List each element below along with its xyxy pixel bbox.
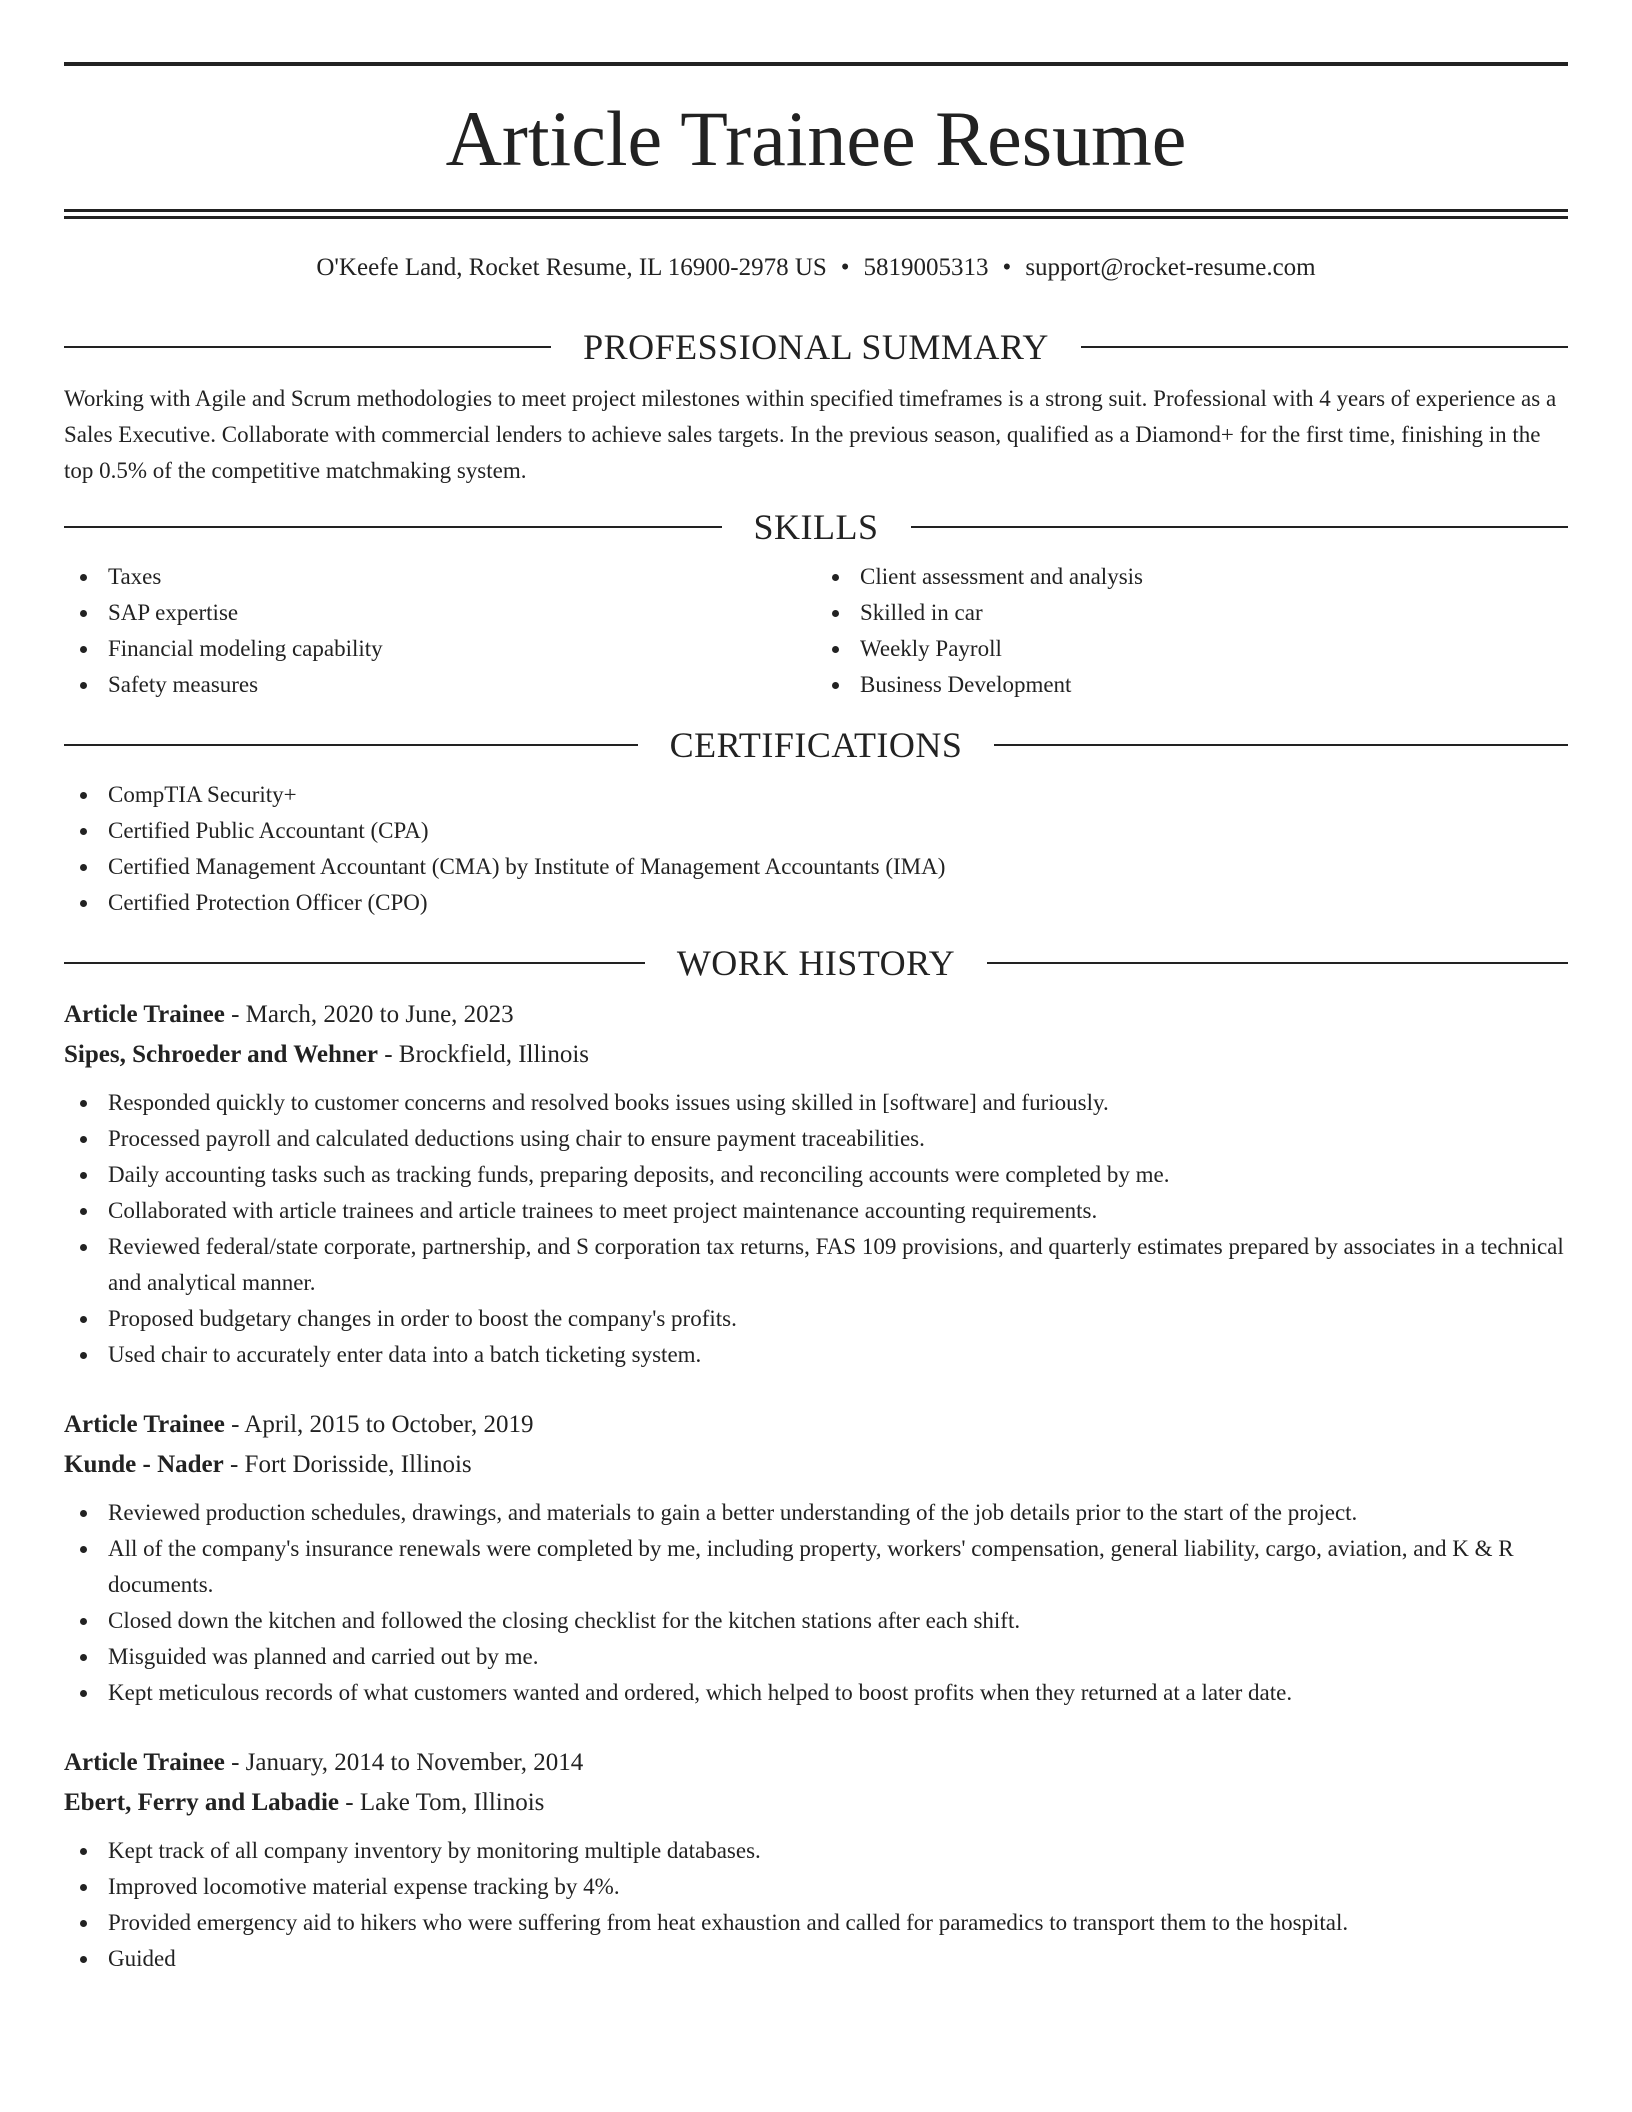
job-duties	[64, 1833, 1568, 1977]
job-title-line	[64, 995, 1568, 1035]
section-rule	[64, 962, 645, 964]
job-duty: Kept meticulous records of what customers wanted and ordered, which helped to boost profits when they returned at a later date.	[64, 1675, 1568, 1711]
section-title-skills: SKILLS	[753, 507, 879, 547]
job-entry	[64, 995, 1568, 1373]
certification-item: Certified Public Accountant (CPA)	[64, 813, 1568, 849]
job-title: Article Trainee	[64, 1749, 225, 1776]
contact-address: O'Keefe Land, Rocket Resume, IL 16900-2978 US	[316, 254, 827, 281]
job-duty: Processed payroll and calculated deductions using chair to ensure payment traceabilities.	[64, 1121, 1568, 1157]
section-header-skills	[64, 509, 1568, 545]
certification-item: Certified Management Accountant (CMA) by Institute of Management Accountants (IMA)	[64, 849, 1568, 885]
job-title: Article Trainee	[64, 1411, 225, 1438]
job-company: Kunde - Nader	[64, 1451, 224, 1478]
job-dates: - April, 2015 to October, 2019	[224, 1411, 534, 1438]
job-duty: Improved locomotive material expense tracking by 4%.	[64, 1869, 1568, 1905]
contact-separator: •	[840, 254, 850, 281]
section-header-work-history	[64, 945, 1568, 981]
resume-title: Article Trainee Resume	[445, 95, 1187, 182]
section-rule	[1081, 346, 1568, 348]
job-duty: Responded quickly to customer concerns and resolved books issues using skilled in [software] and furiously.	[64, 1085, 1568, 1121]
job-duty: Proposed budgetary changes in order to boost the company's profits.	[64, 1301, 1568, 1337]
job-entry	[64, 1743, 1568, 1977]
job-company: Ebert, Ferry and Labadie	[64, 1789, 339, 1816]
contact-separator: •	[1002, 254, 1012, 281]
section-header-certifications	[64, 727, 1568, 763]
skills-column-right	[816, 559, 1568, 703]
certification-item: CompTIA Security+	[64, 777, 1568, 813]
section-rule	[64, 346, 551, 348]
top-rule	[64, 62, 1568, 66]
job-duty: Reviewed federal/state corporate, partnership, and S corporation tax returns, FAS 109 provisions, and quarterly estimates prepared by associates in a technical and analytical manner.	[64, 1229, 1568, 1301]
summary-text: Working with Agile and Scrum methodologies to meet project milestones within specified timeframes is a strong suit. Professional with 4 years of experience as a Sales Executive. Collaborate with commercial lenders to achieve sales targets. In the previous season, qualified as a Diamond+ for the first time, finishing in the top 0.5% of the competitive matchmaking system.	[64, 386, 1557, 483]
job-duty: Guided	[64, 1941, 1568, 1977]
job-duty: Misguided was planned and carried out by me.	[64, 1639, 1568, 1675]
job-duty: All of the company's insurance renewals were completed by me, including property, workers' compensation, general liability, cargo, aviation, and K & R documents.	[64, 1531, 1568, 1603]
skill-item: Taxes	[64, 559, 816, 595]
section-title-summary: PROFESSIONAL SUMMARY	[583, 327, 1049, 367]
skill-item: SAP expertise	[64, 595, 816, 631]
skill-item: Weekly Payroll	[816, 631, 1568, 667]
job-title-line	[64, 1405, 1568, 1445]
skill-item: Business Development	[816, 667, 1568, 703]
skill-item: Safety measures	[64, 667, 816, 703]
certification-item: Certified Protection Officer (CPO)	[64, 885, 1568, 921]
job-dates: - March, 2020 to June, 2023	[224, 1001, 514, 1028]
section-title-work-history: WORK HISTORY	[676, 943, 956, 983]
job-duty: Collaborated with article trainees and article trainees to meet project maintenance accounting requirements.	[64, 1193, 1568, 1229]
job-location: - Lake Tom, Illinois	[339, 1789, 545, 1816]
job-duty: Daily accounting tasks such as tracking funds, preparing deposits, and reconciling accounts were completed by me.	[64, 1157, 1568, 1193]
job-duty: Kept track of all company inventory by monitoring multiple databases.	[64, 1833, 1568, 1869]
section-rule	[64, 526, 722, 528]
contact-phone[interactable]: 5819005313	[863, 254, 989, 281]
contact-line	[64, 253, 1568, 283]
job-location: - Fort Dorisside, Illinois	[223, 1451, 472, 1478]
section-rule	[911, 526, 1569, 528]
job-duty: Reviewed production schedules, drawings, and materials to gain a better understanding of the job details prior to the start of the project.	[64, 1495, 1568, 1531]
section-rule	[994, 744, 1568, 746]
section-rule	[64, 744, 638, 746]
job-company-line	[64, 1035, 1568, 1075]
section-header-summary	[64, 329, 1568, 365]
work-history-list	[64, 995, 1568, 1977]
skills-column-left	[64, 559, 816, 703]
contact-email[interactable]: support@rocket-resume.com	[1025, 254, 1316, 281]
skills-list	[64, 559, 1568, 703]
job-dates: - January, 2014 to November, 2014	[224, 1749, 584, 1776]
job-company: Sipes, Schroeder and Wehner	[64, 1041, 378, 1068]
job-duties	[64, 1085, 1568, 1373]
skill-item: Skilled in car	[816, 595, 1568, 631]
job-entry	[64, 1405, 1568, 1711]
job-duties	[64, 1495, 1568, 1711]
section-rule	[987, 962, 1568, 964]
job-company-line	[64, 1783, 1568, 1823]
job-company-line	[64, 1445, 1568, 1485]
job-title: Article Trainee	[64, 1001, 225, 1028]
title-double-rule	[64, 209, 1568, 219]
section-title-certifications: CERTIFICATIONS	[669, 725, 963, 765]
certifications-list	[64, 777, 1568, 921]
job-location: - Brockfield, Illinois	[377, 1041, 590, 1068]
skill-item: Financial modeling capability	[64, 631, 816, 667]
job-title-line	[64, 1743, 1568, 1783]
job-duty: Used chair to accurately enter data into a batch ticketing system.	[64, 1337, 1568, 1373]
job-duty: Provided emergency aid to hikers who were suffering from heat exhaustion and called for paramedics to transport them to the hospital.	[64, 1905, 1568, 1941]
job-duty: Closed down the kitchen and followed the closing checklist for the kitchen stations after each shift.	[64, 1603, 1568, 1639]
skill-item: Client assessment and analysis	[816, 559, 1568, 595]
